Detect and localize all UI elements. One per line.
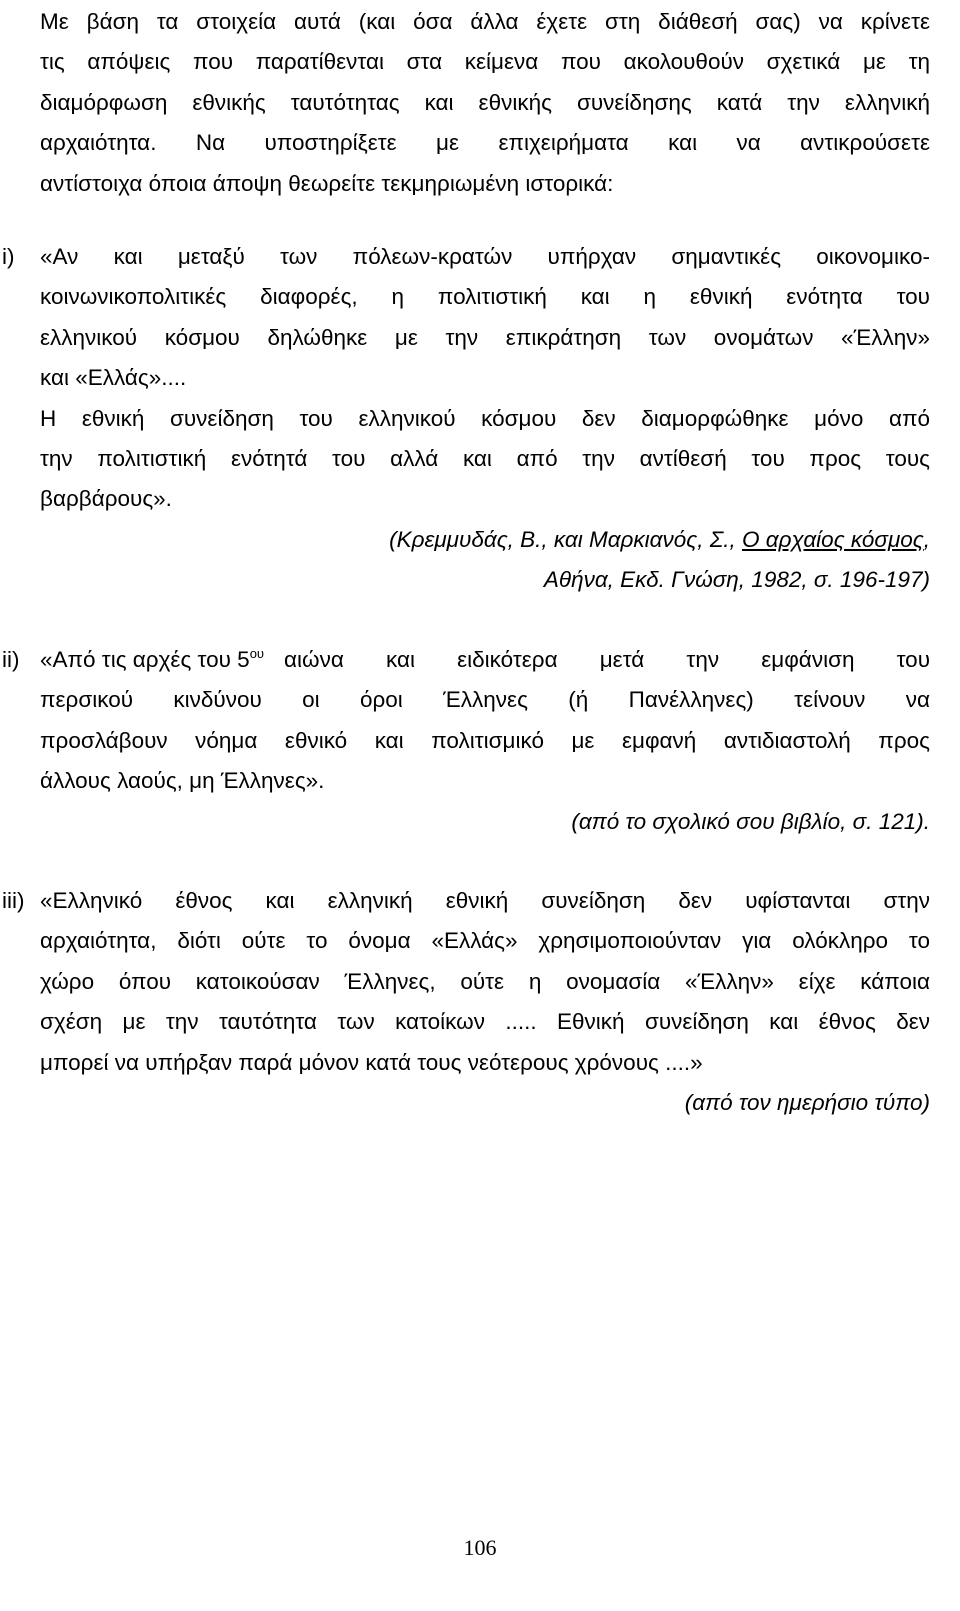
quote-line: μπορεί να υπήρξαν παρά μόνον κατά τους νεότερους χρόνους ....» [40, 1049, 703, 1075]
quote-line: αρχαιότητα, διότι ούτε το όνομα «Ελλάς» χρησιμοποιούνταν για ολόκληρο το [40, 928, 930, 954]
quote-line: περσικού κινδύνου οι όροι Έλληνες (ή Πανέλληνες) τείνουν να [40, 687, 930, 713]
quote-line: σχέση με την ταυτότητα των κατοίκων ..... Εθνική συνείδηση και έθνος δεν [40, 1009, 930, 1035]
quote-line: «Ελληνικό έθνος και ελληνική εθνική συνείδηση δεν υφίστανται στην [40, 888, 930, 913]
ordinal-superscript: ου [249, 646, 265, 661]
quote-line: άλλους λαούς, μη Έλληνες». [40, 768, 325, 794]
intro-line: διαμόρφωση εθνικής ταυτότητας και εθνικής συνείδησης κατά την ελληνική [40, 89, 930, 115]
quote-source: (από το σχολικό σου βιβλίο, σ. 121). [571, 808, 930, 834]
intro-line: Με βάση τα στοιχεία αυτά (και όσα άλλα έχετε στη διάθεσή σας) να κρίνετε [40, 9, 930, 34]
quote-line: «Αν και μεταξύ των πόλεων-κρατών υπήρχαν σημαντικές οικονομικο- [40, 244, 930, 269]
intro-line: αρχαιότητα. Να υποστηρίξετε με επιχειρήματα και να αντικρούσετε [40, 130, 930, 156]
quote-line: την πολιτιστική ενότητά του αλλά και από την αντίθεσή του προς τους [40, 446, 930, 472]
intro-paragraph [40, 2, 930, 204]
quote-item-ii [2, 640, 930, 842]
quote-item-i [2, 237, 930, 601]
item-marker: ii) [2, 647, 20, 672]
quote-source: (Κρεμμυδάς, Β., και Μαρκιανός, Σ., Ο αρχαίος κόσμος, [389, 526, 930, 552]
quote-line: κοινωνικοπολιτικές διαφορές, η πολιτιστική και η εθνική ενότητα του [40, 284, 930, 310]
item-marker: iii) [2, 888, 25, 913]
quote-line: χώρο όπου κατοικούσαν Έλληνες, ούτε η ονομασία «Έλλην» είχε κάποια [40, 968, 930, 994]
quote-item-iii [2, 881, 930, 1123]
quote-line: βαρβάρους». [40, 486, 172, 512]
quote-line: προσλάβουν νόημα εθνικό και πολιτισμικό με εμφανή αντιδιαστολή προς [40, 727, 930, 753]
quote-line: «Από τις αρχές του $5^{o\upsilon}$ αιώνα και ειδικότερα μετά την εμφάνιση του [40, 646, 930, 672]
quote-line: και «Ελλάς».... [40, 365, 187, 391]
book-title: Ο αρχαίος κόσμος [741, 526, 924, 552]
intro-line: τις απόψεις που παρατίθενται στα κείμενα που ακολουθούν σχετικά με τη [40, 49, 930, 75]
intro-line: αντίστοιχα όποια άποψη θεωρείτε τεκμηριωμένη ιστορικά: [40, 170, 614, 196]
quote-source: (από τον ημερήσιο τύπο) [684, 1090, 930, 1116]
quote-source: Αθήνα, Εκδ. Γνώση, 1982, σ. 196-197) [543, 567, 930, 593]
quote-line: Η εθνική συνείδηση του ελληνικού κόσμου δεν διαμορφώθηκε μόνο από [40, 405, 930, 431]
page-number: 106 [463, 1535, 497, 1560]
quote-line: ελληνικού κόσμου δηλώθηκε με την επικράτηση των ονομάτων «Έλλην» [40, 324, 930, 350]
item-marker: i) [2, 244, 15, 269]
